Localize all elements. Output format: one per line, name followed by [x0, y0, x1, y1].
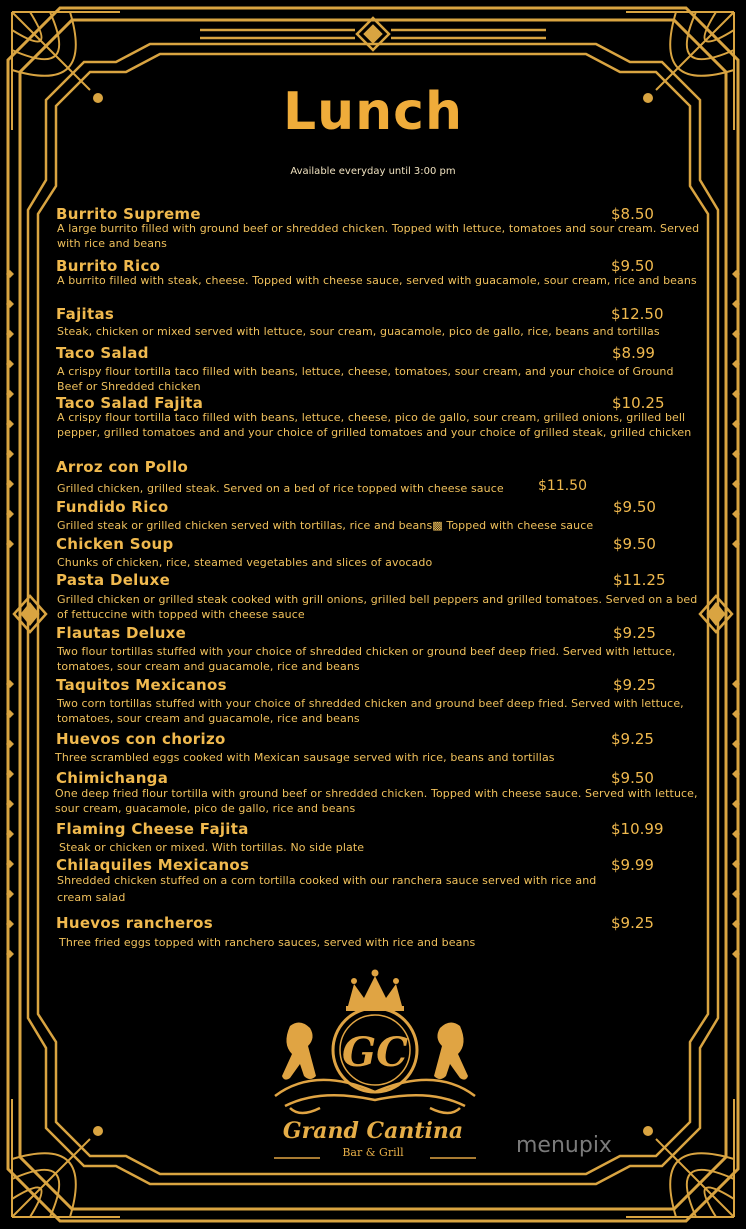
item-description: A crispy flour tortilla taco filled with beans, lettuce, cheese, pico de gallo, sour cream, grilled onions, grilled bell pepper, grilled tomatoes and and your choice of grilled tomatoes and your choice of grilled steak, grilled chicken — [57, 411, 692, 439]
item-description: Grilled chicken or grilled steak cooked with grill onions, grilled bell peppers and grilled tomatoes. Served on a bed of fettuccine with topped with cheese sauce — [57, 593, 698, 621]
watermark: menupix — [516, 1133, 612, 1158]
brand-tagline: Bar & Grill — [342, 1146, 404, 1159]
item-price: $12.50 — [611, 305, 664, 323]
item-description: Grilled chicken, grilled steak. Served on a bed of rice topped with cheese sauce — [57, 482, 504, 495]
item-price: $10.25 — [612, 394, 665, 412]
item-price: $8.99 — [612, 344, 655, 362]
item-price: $9.25 — [613, 676, 656, 694]
item-description: Three fried eggs topped with ranchero sauces, served with rice and beans — [59, 936, 476, 949]
item-price: $9.50 — [613, 498, 656, 516]
item-description: Three scrambled eggs cooked with Mexican sausage served with rice, beans and tortillas — [55, 751, 555, 764]
item-price: $10.99 — [611, 820, 664, 838]
item-price: $9.25 — [611, 730, 654, 748]
item-description: Shredded chicken stuffed on a corn tortilla cooked with our ranchera sauce served with rice and cream salad — [57, 874, 597, 904]
item-price: $8.50 — [611, 205, 654, 223]
item-description: Steak or chicken or mixed. With tortillas. No side plate — [59, 841, 365, 854]
item-name: Burrito Supreme — [56, 205, 201, 223]
crown-icon — [346, 970, 404, 1012]
item-price: $11.50 — [538, 478, 587, 494]
item-price: $9.50 — [611, 769, 654, 787]
brand-name: Grand Cantina — [282, 1118, 464, 1144]
item-description: Two flour tortillas stuffed with your choice of shredded chicken or ground beef deep fried. Served with lettuce, tomatoes, sour cream and guacamole, rice and beans — [57, 645, 676, 673]
item-name: Huevos rancheros — [56, 914, 214, 932]
menu-title: Lunch — [282, 82, 464, 142]
item-price: $9.99 — [611, 856, 654, 874]
item-price: $11.25 — [613, 571, 666, 589]
menu-subtitle: Available everyday until 3:00 pm — [290, 166, 456, 177]
item-name: Taco Salad Fajita — [56, 394, 204, 412]
item-description: Two corn tortillas stuffed with your choice of shredded chicken and ground beef deep fried. Served with lettuce, tomatoes, sour cream and guacamole, rice and beans — [57, 697, 684, 725]
item-name: Chimichanga — [56, 769, 169, 787]
item-name: Pasta Deluxe — [56, 571, 171, 589]
item-name: Chilaquiles Mexicanos — [56, 856, 250, 874]
monogram-text: GC — [342, 1029, 408, 1076]
item-price: $9.50 — [613, 535, 656, 553]
item-price: $9.25 — [613, 624, 656, 642]
item-name: Arroz con Pollo — [56, 458, 189, 476]
item-price: $9.25 — [611, 914, 654, 932]
item-description: One deep fried flour tortilla with ground beef or shredded chicken. Topped with cheese sauce. Served with lettuce, sour cream, guacamole, pico de gallo, rice and beans — [55, 787, 698, 815]
item-description: Chunks of chicken, rice, steamed vegetables and slices of avocado — [57, 556, 433, 569]
item-name: Taco Salad — [56, 344, 149, 362]
item-name: Flaming Cheese Fajita — [56, 820, 249, 838]
item-name: Taquitos Mexicanos — [56, 676, 227, 694]
item-description: Steak, chicken or mixed served with lettuce, sour cream, guacamole, pico de gallo, rice, beans and tortillas — [57, 325, 660, 338]
item-description: Grilled steak or grilled chicken served with tortillas, rice and beans▩ Topped with cheese sauce — [57, 519, 594, 532]
item-name: Flautas Deluxe — [56, 624, 187, 642]
item-price: $9.50 — [611, 257, 654, 275]
item-name: Huevos con chorizo — [56, 730, 226, 748]
item-description: A large burrito filled with ground beef or shredded chicken. Topped with lettuce, tomatoes and sour cream. Served with rice and beans — [57, 222, 700, 250]
item-name: Chicken Soup — [56, 535, 174, 553]
item-name: Burrito Rico — [56, 257, 161, 275]
item-description: A crispy flour tortilla taco filled with beans, lettuce, cheese, tomatoes, sour cream, and your choice of Ground Beef or Shredded chicken — [57, 365, 674, 393]
item-name: Fundido Rico — [56, 498, 169, 516]
item-name: Fajitas — [56, 305, 115, 323]
item-description: A burrito filled with steak, cheese. Topped with cheese sauce, served with guacamole, sour cream, rice and beans — [57, 274, 697, 287]
